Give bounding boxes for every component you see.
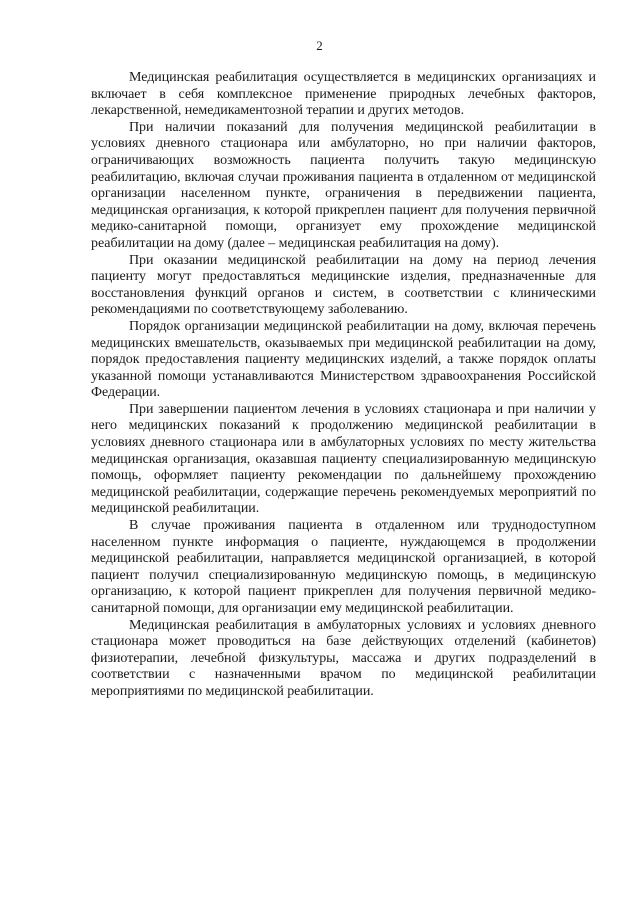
paragraph: Медицинская реабилитация осуществляется в медицинских организациях и включает в себя комплексное применение природных лечебных факторов, лекарственной, немедикаментозной терапии и других методов. <box>91 70 596 119</box>
paragraph: При завершении пациентом лечения в условиях стационара и при наличии у него медицинских показаний к продолжению медицинской реабилитации в условиях дневного стационара или в амбулаторных условиях по месту жительства медицинская организация, оказавшая пациенту специализированную медицинскую помощь, оформляет пациенту рекомендации по дальнейшему прохождению медицинской реабилитации, содержащие перечень рекомендуемых мероприятий по медицинской реабилитации. <box>91 401 596 517</box>
paragraph: Медицинская реабилитация в амбулаторных условиях и условиях дневного стационара может проводиться на базе действующих отделений (кабинетов) физиотерапии, лечебной физкультуры, массажа и других подразделений в соответствии с назначенными врачом по медицинской реабилитации мероприятиями по медицинской реабилитации. <box>91 617 596 699</box>
paragraph: При наличии показаний для получения медицинской реабилитации в условиях дневного стационара или амбулаторно, но при наличии факторов, ограничивающих возможность пациента получить такую медицинскую реабилитацию, включая случаи проживания пациента в отдаленном от медицинской организации населенном пункте, ограничения в передвижении пациента, медицинская организация, к которой прикреплен пациент для получения первичной медико-санитарной помощи, организует ему прохождение медицинской реабилитации на дому (далее – медицинская реабилитация на дому). <box>91 119 596 251</box>
paragraph: В случае проживания пациента в отдаленном или труднодоступном населенном пункте информация о пациенте, нуждающемся в продолжении медицинской реабилитации, направляется медицинской организацией, в которой пациент получил специализированную медицинскую помощь, в медицинскую организацию, к которой пациент прикреплен для получения первичной медико-санитарной помощи, для организации ему медицинской реабилитации. <box>91 518 596 616</box>
paragraph: Порядок организации медицинской реабилитации на дому, включая перечень медицинских вмешательств, оказываемых при медицинской реабилитации на дому, порядок предоставления пациенту медицинских изделий, а также порядок оплаты указанной помощи устанавливаются Министерством здравоохранения Российской Федерации. <box>91 318 596 401</box>
document-body <box>91 70 596 701</box>
page-number: 2 <box>316 38 323 53</box>
paragraph: При оказании медицинской реабилитации на дому на период лечения пациенту могут предоставляться медицинские изделия, предназначенные для восстановления функций органов и систем, в соответствии с клиническими рекомендациями по соответствующему заболеванию. <box>91 252 596 318</box>
